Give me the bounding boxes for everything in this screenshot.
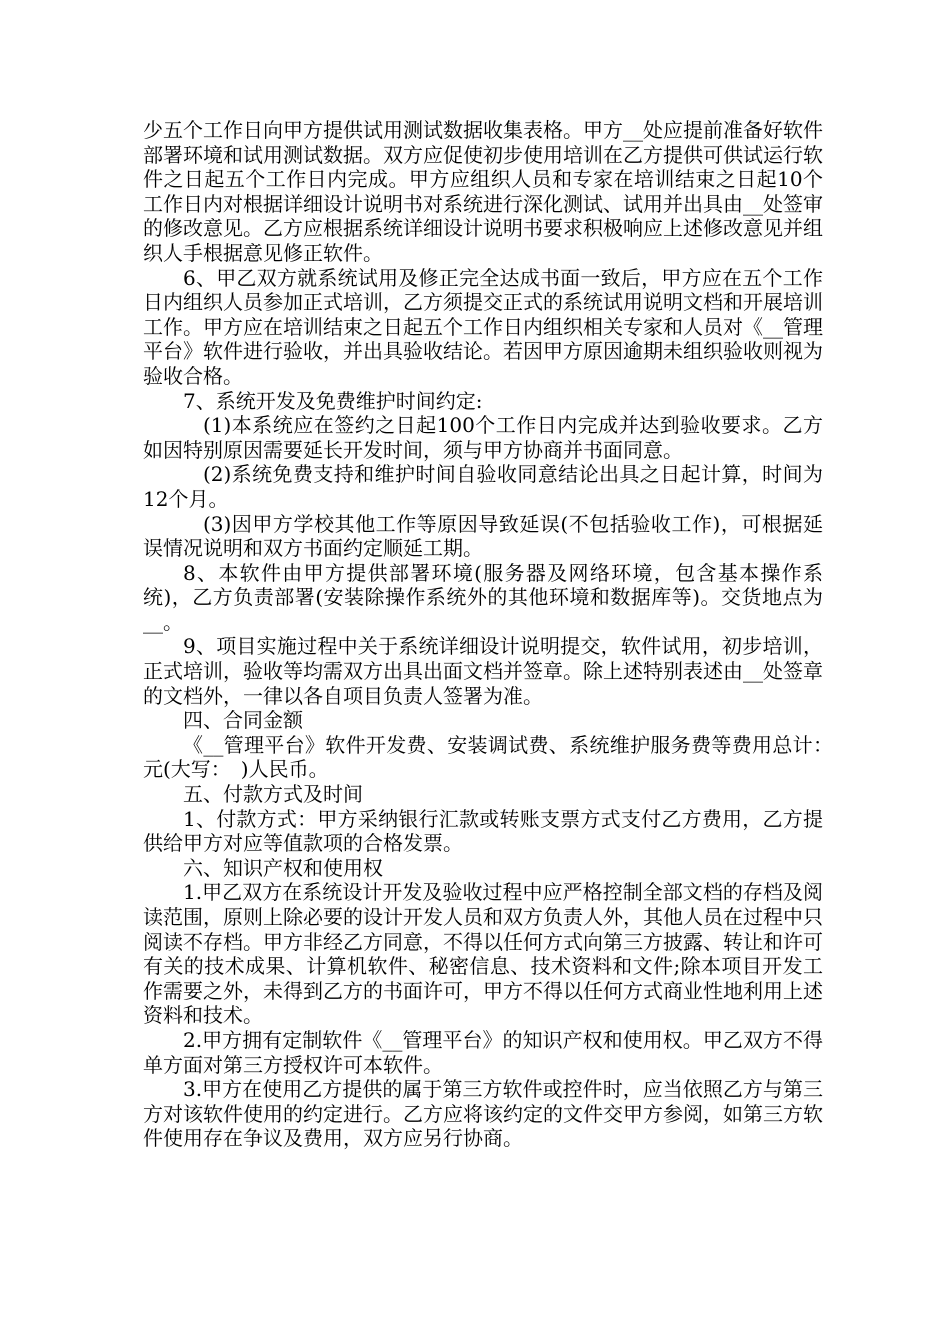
paragraph-item-7-heading: 7、系统开发及免费维护时间约定: <box>183 388 483 413</box>
paragraph-item-7-2: (2)系统免费支持和维护时间自验收同意结论出具之日起计算，时间为12个月。 <box>143 462 823 511</box>
paragraph-item-7-1: (1)本系统应在签约之日起100个工作日内完成并达到验收要求。乙方如因特别原因需要延长开发时间，须与甲方协商并书面同意。 <box>143 413 823 462</box>
paragraph-ip-2: 2.甲方拥有定制软件《__管理平台》的知识产权和使用权。甲乙双方不得单方面对第三方授权许可本软件。 <box>143 1027 823 1077</box>
paragraph-item-9: 9、项目实施过程中关于系统详细设计说明提交，软件试用，初步培训，正式培训，验收等均需双方出具出面文档并签章。除上述特别表述由__处签章的文档外，一律以各自项目负责人签署为准。 <box>143 634 823 708</box>
paragraph-ip-3: 3.甲方在使用乙方提供的属于第三方软件或控件时，应当依照乙方与第三方对该软件使用的约定进行。乙方应将该约定的文件交甲方参阅，如第三方软件使用存在争议及费用，双方应另行协商。 <box>143 1077 823 1151</box>
section-heading-payment: 五、付款方式及时间 <box>183 782 363 807</box>
paragraph-item-7-3: (3)因甲方学校其他工作等原因导致延误(不包括验收工作)，可根据延误情况说明和双方书面约定顺延工期。 <box>143 511 823 561</box>
paragraph-ip-1: 1.甲乙双方在系统设计开发及验收过程中应严格控制全部文档的存档及阅读范围，原则上除必要的设计开发人员和双方负责人外，其他人员在过程中只阅读不存档。甲方非经乙方同意，不得以任何方式向第三方披露、转让和许可有关的技术成果、计算机软件、秘密信息、技术资料和文件;除本项目开发工作需要之外，未得到乙方的书面许可，甲方不得以任何方式商业性地利用上述资料和技术。 <box>143 880 823 1028</box>
paragraph-payment-method: 1、付款方式：甲方采纳银行汇款或转账支票方式支付乙方费用，乙方提供给甲方对应等值款项的合格发票。 <box>143 806 823 856</box>
section-heading-contract-amount: 四、合同金额 <box>183 708 303 733</box>
document-body <box>143 118 843 1151</box>
paragraph-contract-amount: 《__管理平台》软件开发费、安装调试费、系统维护服务费等费用总计： 元(大写： )人民币。 <box>143 732 843 782</box>
section-heading-ip-rights: 六、知识产权和使用权 <box>183 855 383 880</box>
paragraph-item-6: 6、甲乙双方就系统试用及修正完全达成书面一致后，甲方应在五个工作日内组织人员参加正式培训，乙方须提交正式的系统试用说明文档和开展培训工作。甲方应在培训结束之日起五个工作日内组织相关专家和人员对《__管理平台》软件进行验收，并出具验收结论。若因甲方原因逾期未组织验收则视为验收合格。 <box>143 265 823 388</box>
paragraph-item-8: 8、本软件由甲方提供部署环境(服务器及网络环境，包含基本操作系统)，乙方负责部署(安装除操作系统外的其他环境和数据库等)。交货地点为__。 <box>143 560 823 634</box>
paragraph-continued-text: 少五个工作日向甲方提供试用测试数据收集表格。甲方__处应提前准备好软件部署环境和试用测试数据。双方应促使初步使用培训在乙方提供可供试运行软件之日起五个工作日内完成。甲方应组织人员和专家在培训结束之日起10个工作日内对根据详细设计说明书对系统进行深化测试、试用并出具由__处签审的修改意见。乙方应根据系统详细设计说明书要求积极响应上述修改意见并组织人手根据意见修正软件。 <box>143 118 823 265</box>
